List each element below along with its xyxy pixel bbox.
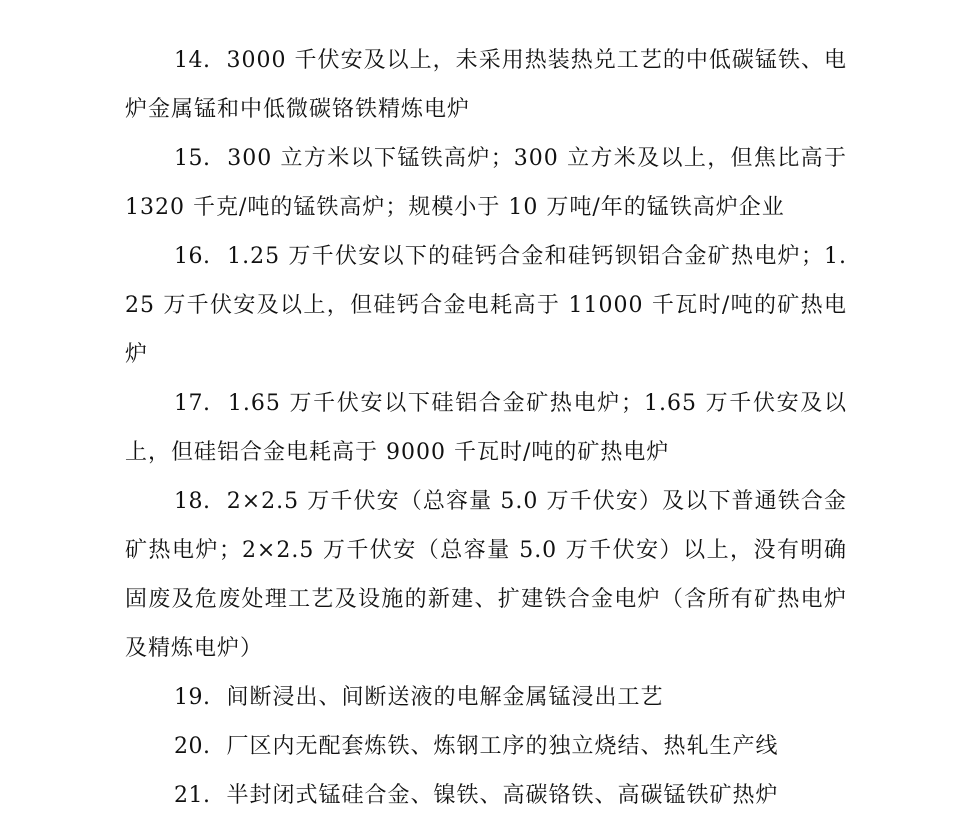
list-item-16 — [125, 232, 847, 379]
document-body — [125, 36, 847, 820]
item-text: 1.65 万千伏安以下硅铝合金矿热电炉；1.65 万千伏安及以上，但硅铝合金电耗高于 9000 千瓦时/吨的矿热电炉 — [125, 391, 847, 465]
item-number: 14. — [174, 48, 211, 73]
list-item-14 — [125, 36, 847, 134]
item-number: 21. — [174, 783, 211, 808]
item-text: 1.25 万千伏安以下的硅钙合金和硅钙钡铝合金矿热电炉；1.25 万千伏安及以上，但硅钙合金电耗高于 11000 千瓦时/吨的矿热电炉 — [125, 244, 847, 367]
list-item-18 — [125, 477, 847, 673]
item-number: 19. — [174, 685, 211, 710]
list-item-17 — [125, 379, 847, 477]
list-item-19 — [125, 673, 847, 722]
item-text: 300 立方米以下锰铁高炉；300 立方米及以上，但焦比高于 1320 千克/吨的锰铁高炉；规模小于 10 万吨/年的锰铁高炉企业 — [125, 146, 847, 220]
item-text: 2×2.5 万千伏安（总容量 5.0 万千伏安）及以下普通铁合金矿热电炉；2×2.5 万千伏安（总容量 5.0 万千伏安）以上，没有明确固废及危废处理工艺及设施的新建、扩建铁合金电炉（含所有矿热电炉及精炼电炉） — [125, 489, 847, 661]
item-number: 15. — [174, 146, 211, 171]
list-item-21 — [125, 771, 847, 820]
item-number: 16. — [174, 244, 211, 269]
item-text: 半封闭式锰硅合金、镍铁、高碳铬铁、高碳锰铁矿热炉 — [226, 783, 779, 808]
item-text: 3000 千伏安及以上，未采用热装热兑工艺的中低碳锰铁、电炉金属锰和中低微碳铬铁精炼电炉 — [125, 48, 847, 122]
list-item-15 — [125, 134, 847, 232]
item-text: 间断浸出、间断送液的电解金属锰浸出工艺 — [226, 685, 664, 710]
item-number: 20. — [174, 734, 211, 759]
item-text: 厂区内无配套炼铁、炼钢工序的独立烧结、热轧生产线 — [226, 734, 779, 759]
list-item-20 — [125, 722, 847, 771]
item-number: 17. — [174, 391, 211, 416]
item-number: 18. — [174, 489, 211, 514]
